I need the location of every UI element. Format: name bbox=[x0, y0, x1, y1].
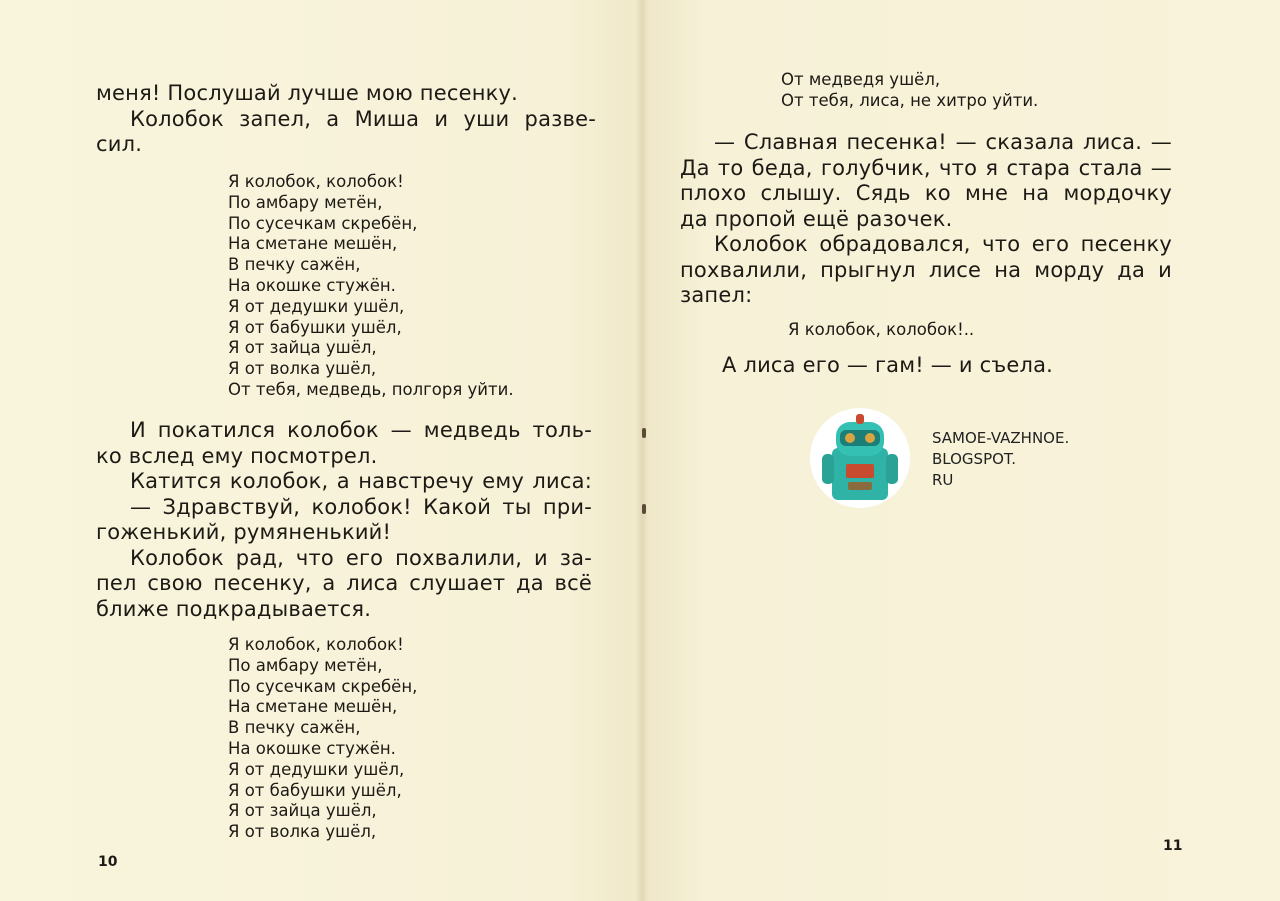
verse-block-top-right bbox=[781, 70, 1038, 112]
page-number-left: 10 bbox=[98, 854, 118, 870]
gutter-shadow bbox=[636, 0, 648, 901]
verse-line: Я от зайца ушёл, bbox=[228, 801, 377, 821]
verse-line-short bbox=[788, 320, 974, 341]
verse-block-2 bbox=[228, 635, 417, 843]
verse-line: Я от волка ушёл, bbox=[228, 359, 377, 379]
text-line: да пропой ещё разочек. bbox=[680, 206, 953, 231]
text-line: ближе подкрадывается. bbox=[96, 596, 372, 621]
verse-line: Я от зайца ушёл, bbox=[228, 338, 377, 358]
logo-text-line: RU bbox=[932, 471, 954, 489]
left-top-text bbox=[96, 81, 596, 158]
verse-line: На сметане мешён, bbox=[228, 234, 398, 254]
verse-block-1 bbox=[228, 172, 514, 401]
text-line: ко вслед ему посмотрел. bbox=[96, 443, 378, 468]
text-line: Колобок запел, а Миша и уши разве- bbox=[130, 106, 596, 131]
text-line: гоженький, румяненький! bbox=[96, 520, 392, 544]
verse-line: Я от дедушки ушёл, bbox=[228, 296, 405, 316]
left-middle-text bbox=[96, 418, 592, 622]
verse-line: Я от бабушки ушёл, bbox=[228, 780, 402, 800]
text-line: — Славная песенка! — сказала лиса. — bbox=[714, 130, 1172, 154]
text-line: похвалили, прыгнул лисе на морду да и bbox=[680, 257, 1172, 282]
logo-text-line: SAMOE-VAZHNOE. bbox=[932, 429, 1070, 447]
text-line: сил. bbox=[96, 132, 143, 156]
blog-logo-text bbox=[932, 428, 1069, 491]
text-line: меня! Послушай лучше мою песенку. bbox=[96, 81, 519, 105]
text-line: И покатился колобок — медведь толь- bbox=[130, 418, 592, 442]
text-line: Катится колобок, а навстречу ему лиса: bbox=[130, 469, 592, 493]
verse-line: В печку сажён, bbox=[228, 718, 361, 738]
verse-line: В печку сажён, bbox=[228, 255, 361, 275]
page-number-right: 11 bbox=[1163, 838, 1183, 854]
verse-line: Я колобок, колобок! bbox=[228, 172, 404, 191]
verse-line: Я от бабушки ушёл, bbox=[228, 317, 402, 337]
text-line: плохо слышу. Сядь ко мне на мордочку bbox=[680, 181, 1172, 205]
verse-line: Я колобок, колобок!.. bbox=[788, 320, 975, 339]
text-line: Да то беда, голубчик, что я стара стала — bbox=[680, 155, 1172, 180]
logo-text-line: BLOGSPOT. bbox=[932, 450, 1017, 468]
verse-line: По амбару метён, bbox=[228, 655, 383, 675]
verse-line: По сусечкам скребён, bbox=[228, 213, 418, 233]
verse-line: По сусечкам скребён, bbox=[228, 676, 418, 696]
final-line: А лиса его — гам! — и съела. bbox=[722, 353, 1054, 377]
verse-line: На окошке стужён. bbox=[228, 275, 396, 295]
text-line: Колобок обрадовался, что его песенку bbox=[714, 232, 1172, 256]
staple-mark bbox=[642, 504, 646, 514]
verse-line: По амбару метён, bbox=[228, 192, 383, 212]
verse-line: От медведя ушёл, bbox=[781, 70, 941, 89]
text-line: Колобок рад, что его похвалили, и за- bbox=[130, 545, 592, 570]
verse-line: Я от волка ушёл, bbox=[228, 822, 377, 842]
text-line: запел: bbox=[680, 283, 753, 307]
right-main-text bbox=[680, 130, 1172, 309]
verse-line: Я колобок, колобок! bbox=[228, 635, 404, 654]
staple-mark bbox=[642, 428, 646, 438]
robot-icon bbox=[810, 408, 910, 508]
verse-line: На сметане мешён, bbox=[228, 697, 398, 717]
text-line: — Здравствуй, колобок! Какой ты при- bbox=[130, 494, 592, 519]
verse-line: От тебя, медведь, полгоря уйти. bbox=[228, 379, 514, 399]
verse-line: Я от дедушки ушёл, bbox=[228, 759, 405, 779]
text-line: пел свою песенку, а лиса слушает да всё bbox=[96, 571, 592, 595]
verse-line: От тебя, лиса, не хитро уйти. bbox=[781, 90, 1039, 110]
verse-line: На окошке стужён. bbox=[228, 738, 396, 758]
